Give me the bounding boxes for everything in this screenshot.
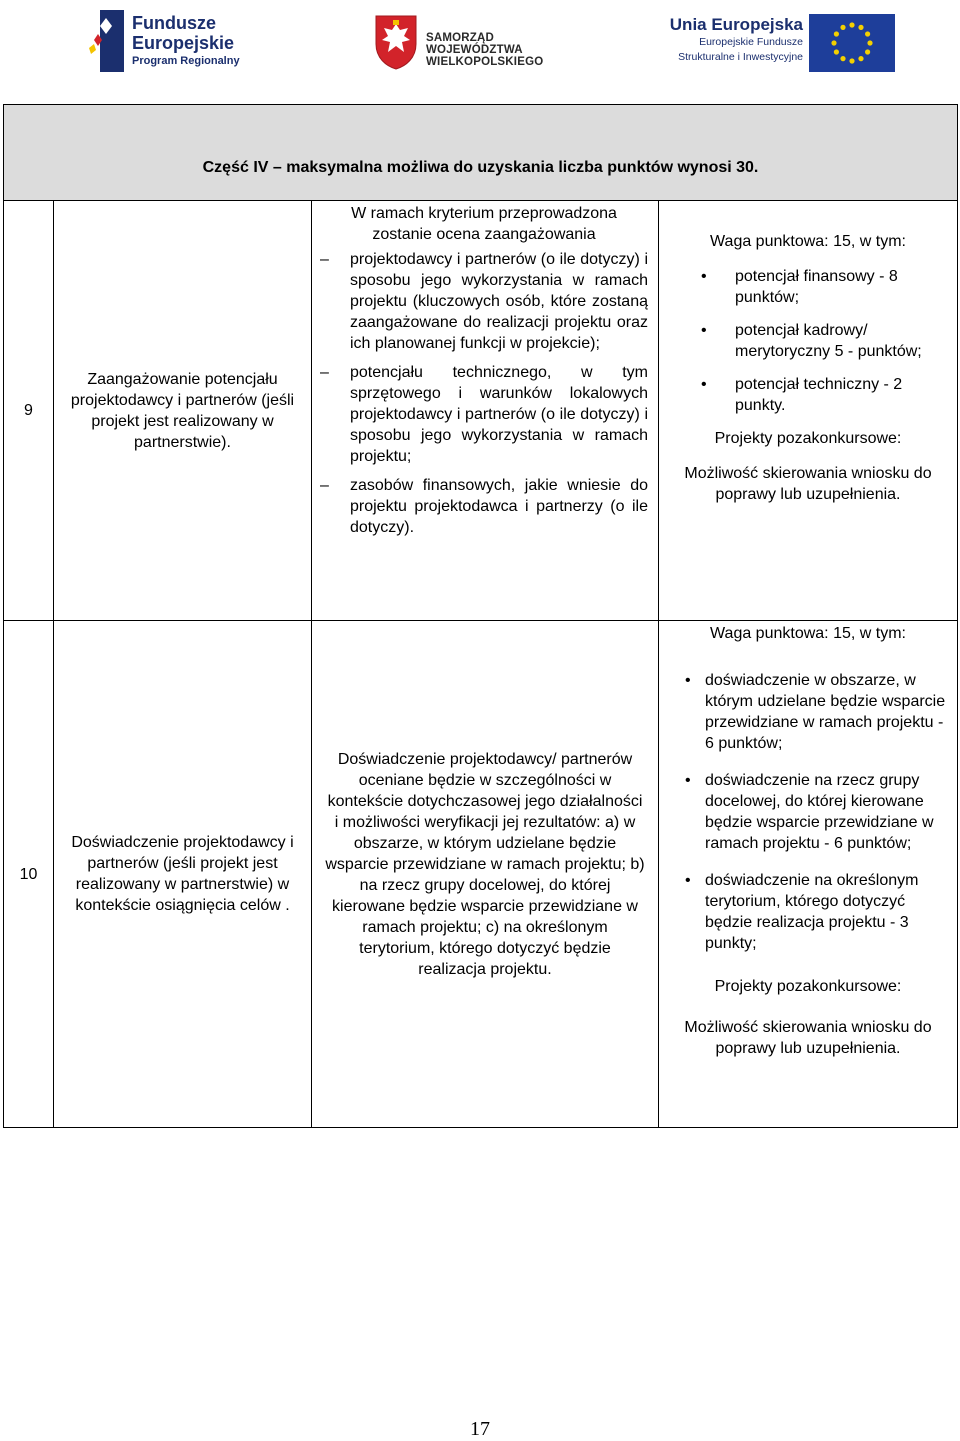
fe-logo-line1: Fundusze (132, 13, 216, 33)
ue-logo-line3: Strukturalne i Inwestycyjne (678, 50, 803, 63)
part-header: Część IV – maksymalna możliwa do uzyskania liczba punktów wynosi 30. (4, 105, 958, 201)
criterion-name: Zaangażowanie potencjału projektodawcy i partnerów (jeśli projekt jest realizowany w partnerstwie). (54, 201, 312, 621)
criterion-number: 9 (4, 201, 54, 621)
list-item: – zasobów finansowych, jakie wniesie do projektu projektodawca i partnerzy (o ile dotyczy). (320, 475, 648, 538)
part-header-row (4, 105, 958, 201)
list-item: • doświadczenie na rzecz grupy docelowej, do której kierowane będzie wsparcie przewidziane w ramach projektu - 6 punktów; (659, 770, 957, 854)
criterion-weight (659, 201, 958, 621)
list-item: • potencjał techniczny - 2 punkty. (659, 374, 957, 416)
page-number: 17 (470, 1418, 490, 1440)
weight-list (659, 266, 957, 416)
ue-logo-line2: Europejskie Fundusze (699, 36, 803, 48)
weight-list (659, 670, 957, 954)
weight-heading: Waga punktowa: 15, w tym: (710, 625, 906, 642)
page-header (0, 0, 960, 112)
mozliwosc-note: Możliwość skierowania wniosku do poprawy lub uzupełnienia. (684, 465, 932, 503)
samorzad-wielkopolski-logo (374, 14, 549, 72)
table-row (4, 621, 958, 1128)
eagle-shield-icon (374, 14, 418, 70)
criterion-weight (659, 621, 958, 1128)
wlkp-logo-line2: WIELKOPOLSKIEGO (426, 56, 544, 69)
fe-logo-line3: Program Regionalny (132, 55, 240, 67)
table-row (4, 201, 958, 621)
list-item: • potencjał finansowy - 8 punktów; (659, 266, 957, 308)
fundusze-europejskie-logo (86, 10, 251, 72)
list-item: – projektodawcy i partnerów (o ile dotyczy) i sposobu jego wykorzystania w ramach projektu (kluczowych osób, które zostaną zaangażowane do realizacji projektu oraz ich planowanej funkcji w projekcie); (320, 249, 648, 354)
criterion-description (312, 621, 659, 1128)
criteria-table (3, 104, 958, 1128)
description-list (320, 249, 648, 538)
pozakonkursowe-label: Projekty pozakonkursowe: (714, 430, 902, 447)
list-item: • doświadczenie w obszarze, w którym udzielane będzie wsparcie przewidziane w ramach projektu - 6 punktów; (659, 670, 957, 754)
wlkp-logo-line1: SAMORZĄD WOJEWÓDZTWA (426, 32, 523, 57)
weight-heading: Waga punktowa: 15, w tym: (710, 233, 906, 250)
mozliwosc-note: Możliwość skierowania wniosku do poprawy lub uzupełnienia. (684, 1019, 932, 1057)
fe-logo-line2: Europejskie (132, 33, 235, 53)
list-item: • doświadczenie na określonym terytorium, którego dotyczyć będzie realizacja projektu - 3 punkty; (659, 870, 957, 954)
ue-logo-line1: Unia Europejska (669, 15, 803, 34)
fe-star-mark-icon (86, 10, 126, 72)
list-item: – potencjału technicznego, w tym sprzętowego i warunków lokalowych projektodawcy i partnerów (o ile dotyczy) i sposobu jego wykorzystania w ramach projektu; (320, 362, 648, 467)
description-text: Doświadczenie projektodawcy/ partnerów oceniane będzie w szczególności w kontekście dotychczasowej jego działalności i możliwości weryfikacji jej rezultatów: a) w obszarze, w którym udzielane będzie wsparcie przewidziane w ramach projektu; b) na rzecz grupy docelowej, do której kierowane będzie wsparcie przewidziane w ramach projektu; c) na określonym terytorium, którego dotyczyć będzie realizacja projektu. (325, 750, 645, 978)
unia-europejska-logo (657, 14, 897, 72)
criterion-number: 10 (4, 621, 54, 1128)
description-intro: W ramach kryterium przeprowadzona zostanie ocena zaangażowania (351, 205, 617, 243)
list-item: • potencjał kadrowy/ merytoryczny 5 - punktów; (659, 320, 957, 362)
criterion-description (312, 201, 659, 621)
eu-flag-icon (809, 14, 895, 72)
pozakonkursowe-label: Projekty pozakonkursowe: (714, 978, 902, 995)
criterion-name: Doświadczenie projektodawcy i partnerów (jeśli projekt jest realizowany w partnerstwie) w kontekście osiągnięcia celów . (54, 621, 312, 1128)
